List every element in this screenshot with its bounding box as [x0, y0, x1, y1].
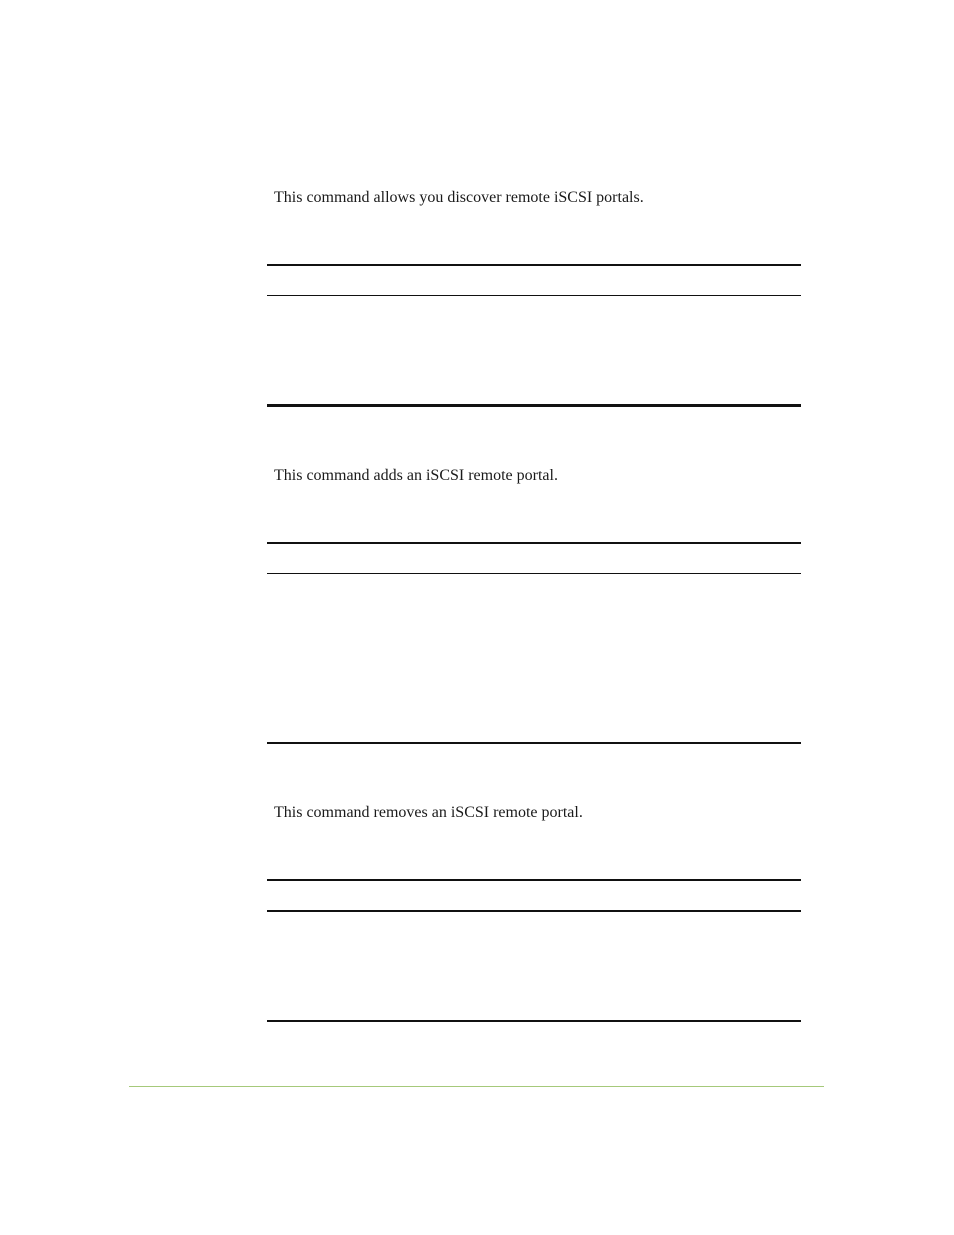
section-3-table-top-rule: [267, 879, 801, 881]
section-3-table-header-rule: [267, 910, 801, 912]
section-3-description: This command removes an iSCSI remote portal.: [274, 804, 583, 821]
section-1-table-top-rule: [267, 264, 801, 266]
section-1-table-header-rule: [267, 295, 801, 296]
section-1-table-bottom-rule: [267, 404, 801, 407]
section-2-table-top-rule: [267, 542, 801, 544]
section-3-table-bottom-rule: [267, 1020, 801, 1022]
section-1-description: This command allows you discover remote iSCSI portals.: [274, 189, 644, 206]
footer-divider: [129, 1086, 824, 1087]
section-2-table-bottom-rule: [267, 742, 801, 744]
section-2-table-header-rule: [267, 573, 801, 574]
section-2-description: This command adds an iSCSI remote portal.: [274, 467, 558, 484]
